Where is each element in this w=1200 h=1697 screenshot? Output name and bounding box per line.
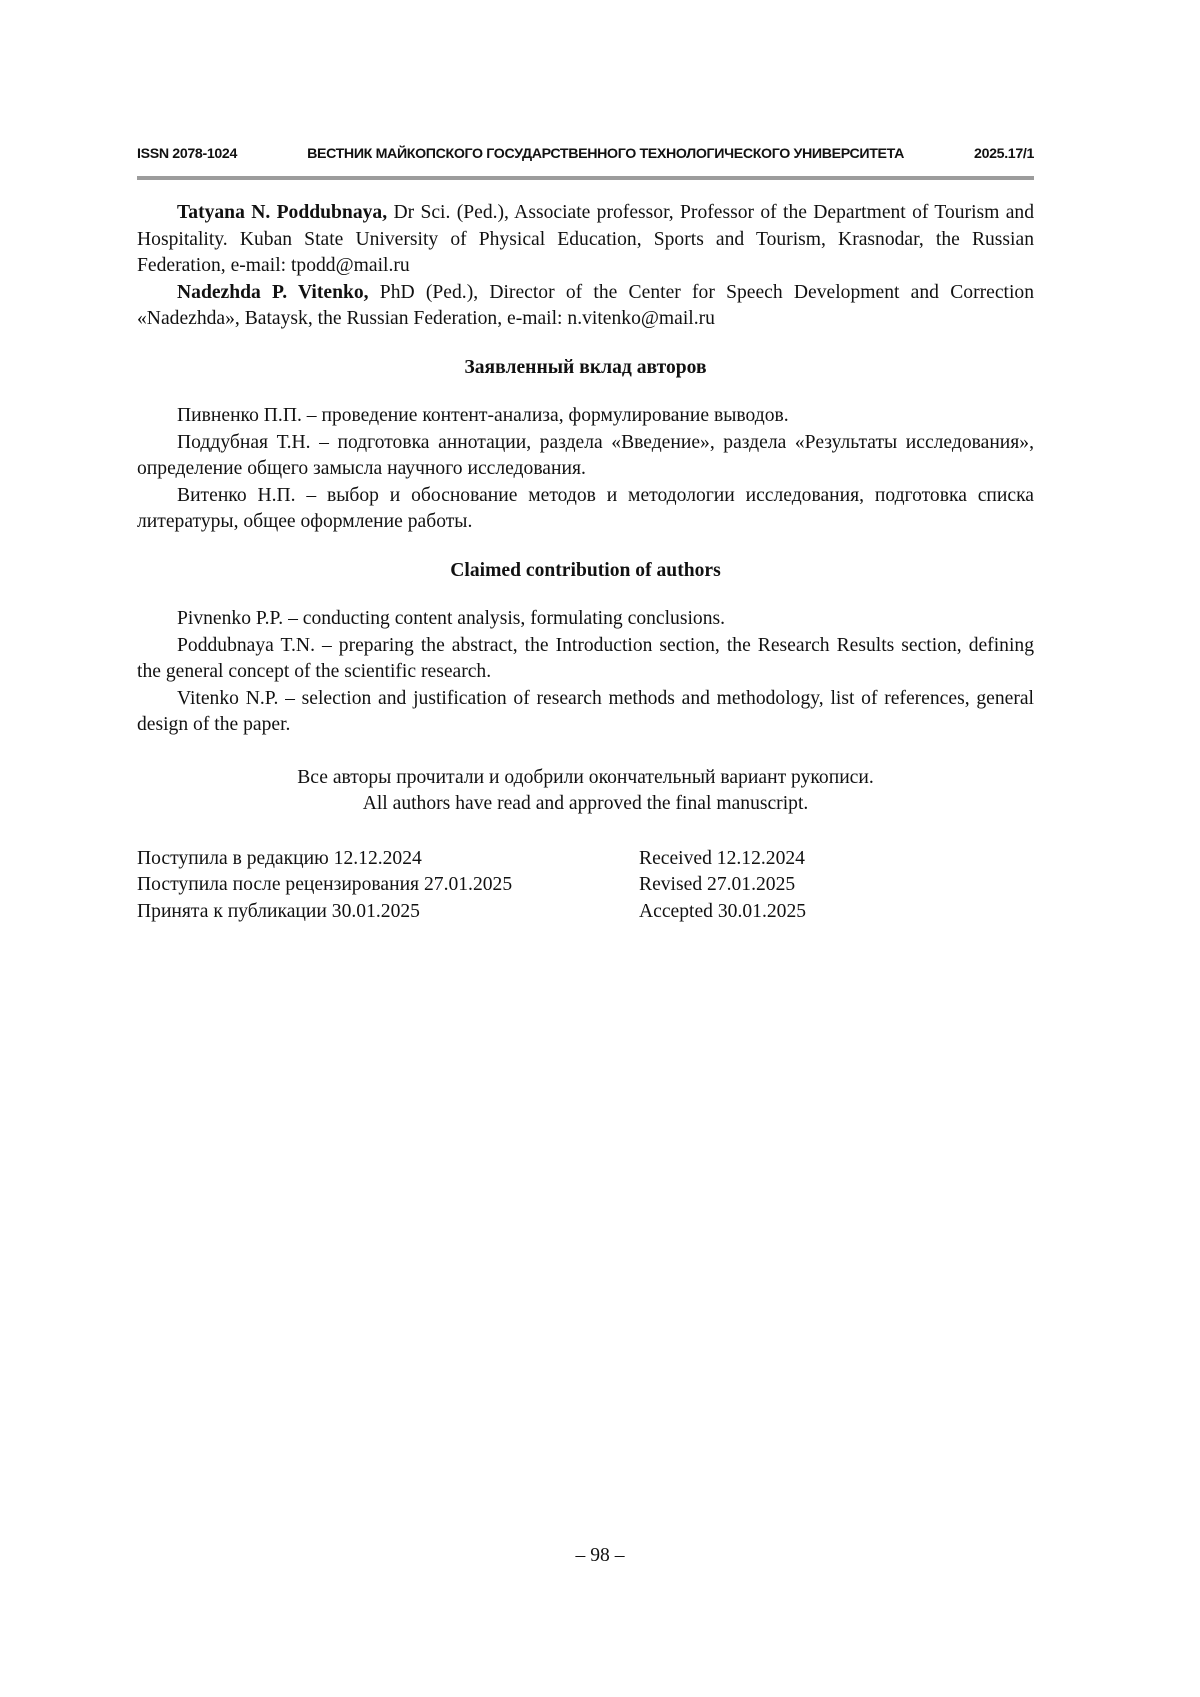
header-divider xyxy=(137,176,1034,180)
approval-ru: Все авторы прочитали и одобрили окончательный вариант рукописи. xyxy=(297,766,874,788)
contribution-item: Pivnenko P.P. – conducting content analysis, formulating conclusions. xyxy=(177,608,726,629)
date-revised-ru: Поступила после рецензирования 27.01.2025 xyxy=(137,874,513,895)
section-title-en: Claimed contribution of authors xyxy=(450,559,721,581)
author-entry xyxy=(137,280,1034,333)
author-details: Dr Sci. (Ped.), Associate professor, Professor of the Department of Tourism and Hospitality. Kuban State University of Physical Education, Sports and Tourism, Krasnodar, the Russian Federation, e-mail: tpodd@mail.ru xyxy=(137,202,1035,276)
author-entry xyxy=(137,200,1034,280)
dates-ru xyxy=(137,846,639,926)
date-received-en: Received 12.12.2024 xyxy=(639,847,805,869)
header-issue: 2025.17/1 xyxy=(974,146,1034,162)
header-issn: ISSN 2078-1024 xyxy=(137,146,238,162)
contribution-item: Пивненко П.П. – проведение контент-анализа, формулирование выводов. xyxy=(177,405,789,426)
contribution-ru xyxy=(137,355,1034,536)
date-received-ru: Поступила в редакцию 12.12.2024 xyxy=(137,847,422,869)
dates-en xyxy=(639,846,1034,926)
author-name: Tatyana N. Poddubnaya, xyxy=(177,202,388,223)
approval-en: All authors have read and approved the final manuscript. xyxy=(362,793,809,814)
author-name: Nadezhda P. Vitenko, xyxy=(177,281,369,303)
contribution-item: Vitenko N.P. – selection and justification of research methods and methodology, list of references, general design of the paper. xyxy=(137,687,1034,735)
author-details: PhD (Ped.), Director of the Center for Speech Development and Correction «Nadezhda», Bataysk, the Russian Federation, e-mail: n.vitenko@mail.ru xyxy=(137,281,1034,329)
author-info-en xyxy=(137,200,1034,333)
page-content xyxy=(137,200,1034,925)
date-revised-en: Revised 27.01.2025 xyxy=(639,874,796,895)
approval-statement xyxy=(137,765,1034,818)
section-title-ru: Заявленный вклад авторов xyxy=(464,356,707,378)
running-header xyxy=(137,146,1034,162)
contribution-item: Поддубная Т.Н. – подготовка аннотации, раздела «Введение», раздела «Результаты исследования», определение общего замысла научного исследования. xyxy=(137,431,1034,479)
date-accepted-ru: Принята к публикации 30.01.2025 xyxy=(137,900,420,922)
page-number: – 98 – xyxy=(575,1545,625,1566)
date-accepted-en: Accepted 30.01.2025 xyxy=(639,900,807,922)
header-journal-title: ВЕСТНИК МАЙКОПСКОГО ГОСУДАРСТВЕННОГО ТЕХНОЛОГИЧЕСКОГО УНИВЕРСИТЕТА xyxy=(307,146,904,162)
contribution-en xyxy=(137,558,1034,739)
contribution-item: Витенко Н.П. – выбор и обоснование методов и методологии исследования, подготовка списка литературы, общее оформление работы. xyxy=(137,484,1034,532)
submission-dates xyxy=(137,846,1034,926)
contribution-item: Poddubnaya T.N. – preparing the abstract, the Introduction section, the Research Results section, defining the general concept of the scientific research. xyxy=(137,634,1034,682)
